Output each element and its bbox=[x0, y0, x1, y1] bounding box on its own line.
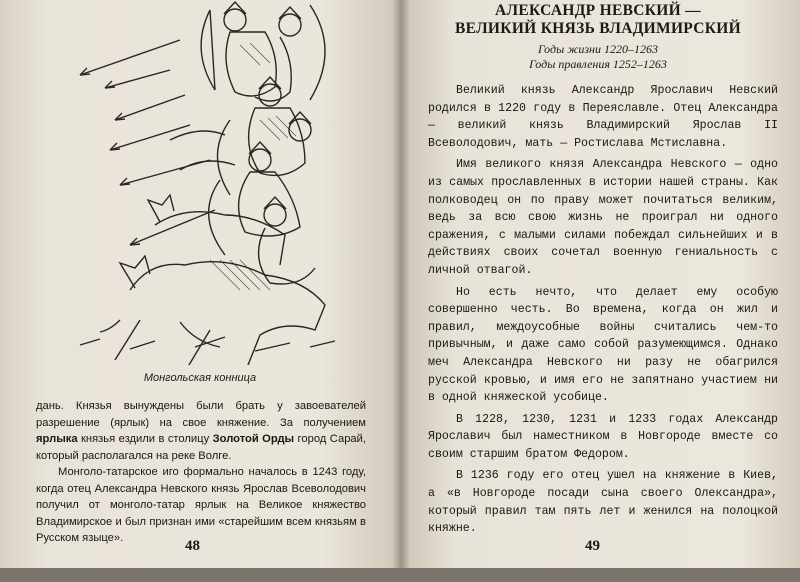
page-edge bbox=[0, 568, 800, 582]
rider-figures bbox=[80, 2, 335, 365]
paragraph: Великий князь Александр Ярославич Невский родился в 1220 году в Переяславле. Отец Александра — великий князь Владимирский Ярослав II Всеволодович, мать — Ростислава Мстиславна. bbox=[428, 84, 778, 150]
chapter-title bbox=[408, 2, 788, 38]
right-page-text bbox=[428, 82, 778, 542]
arrow-icon bbox=[80, 40, 215, 245]
text-segment: князья ездили в столицу bbox=[77, 433, 213, 445]
paragraph: Но есть нечто, что делает ему особую совершенно честь. Во времена, когда он жил и правил, междоусобные войны считались чем-то привычным, и даже само собой разумеющимся. Однако меч Александра Невского ни разу не обагрился русской кровью, и имя его не запятнано участием ни в одной княжеской усобице. bbox=[428, 285, 778, 405]
paragraph: Имя великого князя Александра Невского — одно из самых прославленных в истории нашей страны. Как полководец он по праву может почитаться великим, ведь за всю свою жизнь не проиграл ни одного сражения, с малыми силами побеждал сильнейших и в действиях своих сочетал военную гениальность с личной отвагой. bbox=[428, 158, 778, 277]
paragraph bbox=[36, 464, 366, 547]
paragraph: В 1228, 1230, 1231 и 1233 годах Александр Ярославич был наместником в Новгороде вместе со своим старшим братом Федором. bbox=[428, 412, 778, 461]
bold-term: Золотой Орды bbox=[212, 433, 295, 445]
illustration-caption: Монгольская конница bbox=[143, 372, 257, 384]
bold-term: ярлыка bbox=[36, 433, 78, 445]
paragraph bbox=[36, 398, 366, 464]
chapter-title-line-2: ВЕЛИКИЙ КНЯЗЬ ВЛАДИМИРСКИЙ bbox=[455, 20, 741, 37]
chapter-dates bbox=[408, 42, 788, 72]
left-page-text bbox=[36, 398, 366, 547]
text-segment: город Сарай, который располагался на реке Волге. bbox=[36, 433, 366, 462]
mongol-cavalry-illustration bbox=[60, 0, 340, 365]
chapter-title-line-1: АЛЕКСАНДР НЕВСКИЙ — bbox=[495, 2, 701, 19]
page-number-left: 48 bbox=[185, 538, 200, 554]
paragraph: В 1236 году его отец ушел на княжение в Киев, а «в Новгороде посади сына своего Олександра», который правил там пять лет и женился на полоцкой княжне. bbox=[428, 469, 778, 536]
book-gutter bbox=[392, 0, 410, 582]
text-segment: Монголо-татарское иго формально началось в 1243 году, когда отец Александра Невского князь Ярослав Всеволодович получил от монголо-татар ярлык на Великое княжество Владимирское и был признан ими «старейшим всем князьям в Русском языце». bbox=[36, 466, 366, 544]
years-of-life: Годы жизни 1220–1263 bbox=[537, 42, 659, 56]
years-of-rule: Годы правления 1252–1263 bbox=[529, 57, 667, 71]
page-number-right: 49 bbox=[585, 538, 600, 554]
text-segment: дань. Князья вынуждены были брать у завоевателей разрешение (ярлык) на свое княжение. За получением bbox=[36, 400, 366, 429]
